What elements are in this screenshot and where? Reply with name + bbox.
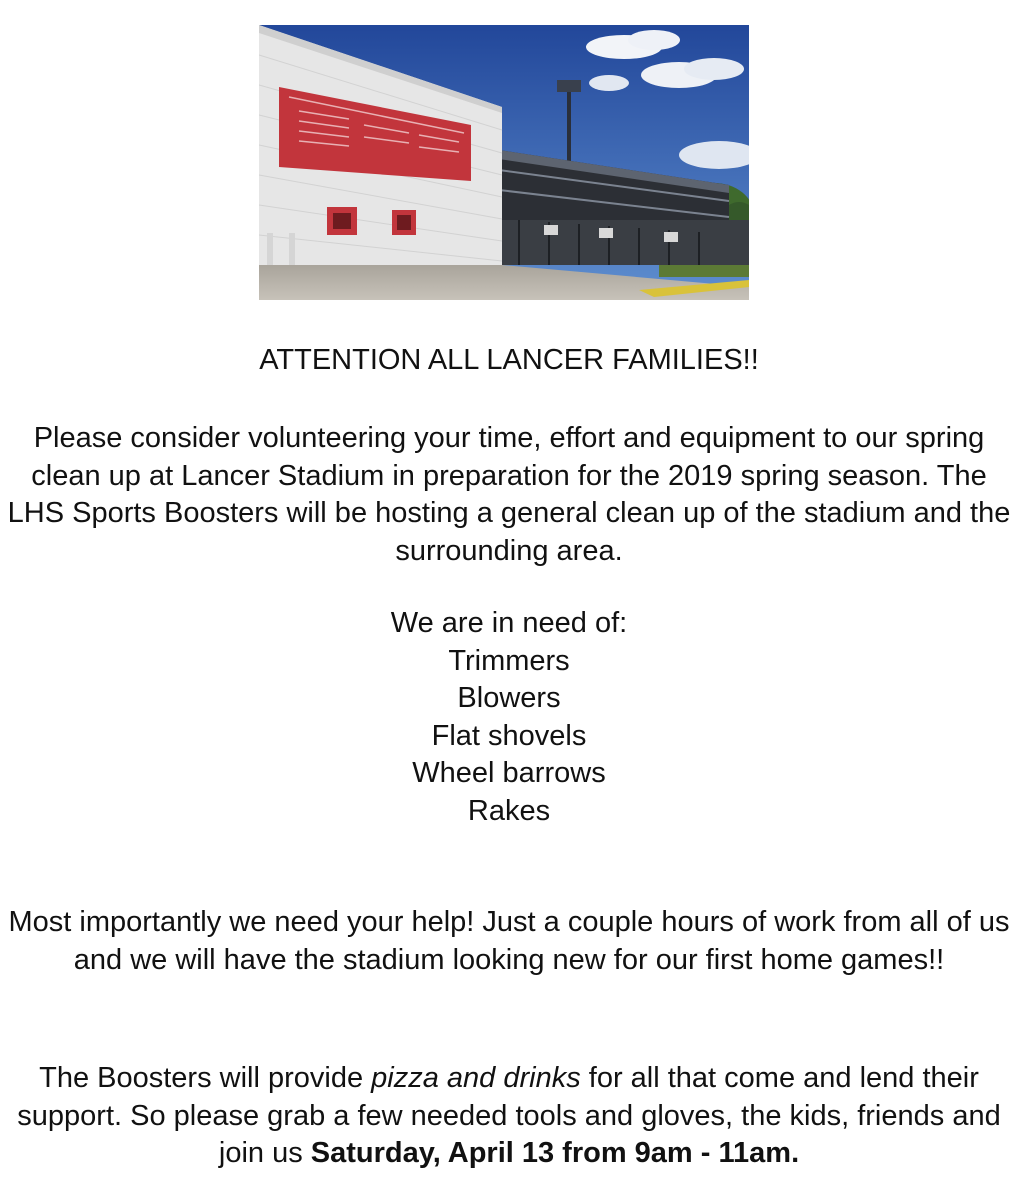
event-text-part2: for all that come and lend their support. So please grab a few needed tools and gloves, the kids, friends and join us bbox=[17, 1062, 1001, 1169]
event-paragraph bbox=[0, 1060, 1018, 1173]
page-title: ATTENTION ALL LANCER FAMILIES!! bbox=[259, 344, 759, 376]
needs-intro: We are in need of: bbox=[390, 607, 628, 639]
list-item: Flat shovels bbox=[431, 719, 587, 752]
event-date-time: Saturday, April 13 from 9am - 11am. bbox=[310, 1137, 800, 1169]
needs-list bbox=[0, 605, 1018, 830]
list-item: Rakes bbox=[467, 794, 551, 827]
stadium-photo bbox=[259, 25, 749, 300]
list-item: Trimmers bbox=[448, 644, 570, 677]
list-item: Blowers bbox=[457, 682, 561, 714]
food-emphasis: pizza and drinks bbox=[371, 1062, 581, 1094]
event-text-part1: The Boosters will provide bbox=[39, 1062, 372, 1094]
intro-paragraph: Please consider volunteering your time, effort and equipment to our spring clean up at Lancer Stadium in preparation for the 2019 spring season. The LHS Sports Boosters will be hosting a general clean up of the stadium and the surrounding area. bbox=[7, 422, 1011, 567]
help-paragraph: Most importantly we need your help! Just a couple hours of work from all of us and we will have the stadium looking new for our first home games!! bbox=[8, 906, 1010, 976]
list-item: Wheel barrows bbox=[412, 757, 606, 789]
